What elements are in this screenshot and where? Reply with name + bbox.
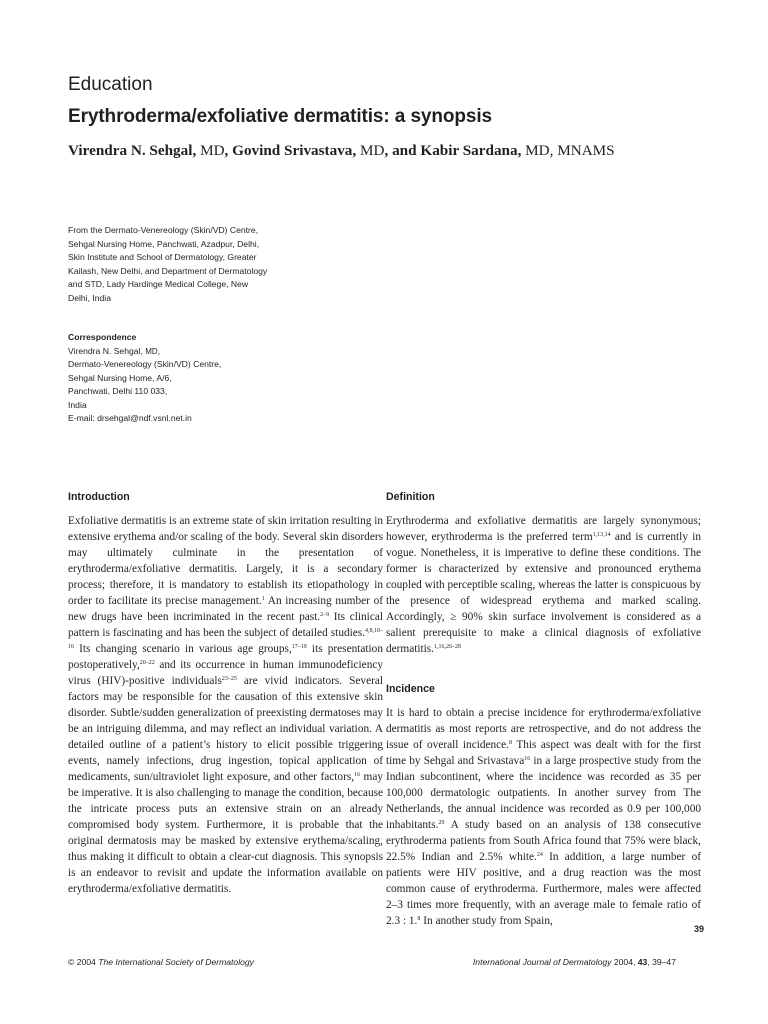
- citation-superscript: 24: [536, 852, 543, 858]
- citation-superscript: 29: [438, 820, 445, 826]
- author-degree: MD, MNAMS: [525, 142, 615, 159]
- correspondence-address-line: Panchwati, Delhi 110 033,: [68, 386, 168, 396]
- correspondence-address-line: Sehgal Nursing Home, A/6,: [68, 372, 172, 383]
- definition-heading: Definition: [386, 491, 435, 503]
- citation-superscript: 16: [354, 772, 361, 778]
- correspondence-email: E-mail: drsehgal@ndf.vsnl.net.in: [68, 413, 192, 423]
- citation-superscript: 16: [524, 756, 531, 762]
- correspondence-address-line: Dermato-Venereology (Skin/VD) Centre,: [68, 359, 222, 369]
- introduction-heading: Introduction: [68, 491, 130, 503]
- affiliation: From the Dermato-Venereology (Skin/VD) Centre, Sehgal Nursing Home, Panchwati, Azadpur, Delhi, Skin Institute and School of Dermatology, Greater Kailash, New Delhi, and Department of Dermatology and STD, Lady Hardinge Medical College, New Delhi, India: [68, 225, 268, 303]
- correspondence-name: Virendra N. Sehgal, MD,: [68, 345, 161, 356]
- citation-superscript: 1: [261, 596, 265, 602]
- incidence-paragraph: It is hard to obtain a precise incidence for erythroderma/exfoliative dermatitis as most reports are retrospective, and do not address the issue of overall incidence.$^8$ This aspect was dealt with for the first time by Sehgal and Srivastava$^{16}$ in a large prospective study from the Indian subcontinent, where the incidence was recorded as 35 per 100,000 dermatologic outpatients. In another survey from The Netherlands, the annual incidence was recorded as 0.9 per 100,000 inhabitants.$^{29}$ A study based on an analysis of 138 consecutive erythroderma patients from South Africa found that 75% were black, 22.5% Indian and 2.5% white.$^{24}$ In addition, a large number of patients were HIV positive, and a drug reaction was the most common cause of erythroderma. Furthermore, males were affected 2–3 times more frequently, with an average male to female ratio of 2.3 : 1.$^8$ In another study from Spain,: [386, 707, 701, 927]
- article-title: Erythroderma/exfoliative dermatitis: a synopsis: [68, 106, 493, 127]
- author-degree: MD: [360, 142, 385, 159]
- citation-superscript: 8: [417, 916, 421, 922]
- citation-superscript: 1,16,26–28: [434, 644, 462, 650]
- author-name: Govind Srivastava,: [232, 142, 360, 159]
- citation-superscript: 8: [509, 740, 513, 746]
- correspondence-address-line: India: [68, 399, 87, 410]
- author-list: Virendra N. Sehgal, MD, Govind Srivastava, MD, and Kabir Sardana, MD, MNAMS: [68, 142, 615, 159]
- author-degree: MD: [200, 142, 225, 159]
- citation-superscript: 20–22: [139, 660, 155, 666]
- section-label: Education: [68, 74, 153, 95]
- footer-copyright: © 2004 The International Society of Dermatology: [68, 957, 254, 967]
- correspondence-block: [68, 331, 268, 426]
- introduction-paragraph: Exfoliative dermatitis is an extreme state of skin irritation resulting in extensive erythema and/or scaling of the body. Several skin disorders may ultimately culminate in the presentation of erythroderma/exfoliative dermatitis. Largely, it is a secondary process; therefore, it is mandatory to establish its etiopathology in order to facilitate its precise management.$^1$ An increasing number of new drugs have been incriminated in the recent past.$^{2-9}$ Its clinical pattern is fascinating and has been the subject of detailed studies.$^{4,8,10-16}$ Its changing scenario in various age groups,$^{17-19}$ its presentation postoperatively,$^{20-22}$ and its occurrence in human immunodeficiency virus (HIV)-positive individuals$^{23-25}$ are vivid indicators. Several factors may be responsible for the causation of this extensive skin disorder. Subtle/sudden generalization of preexisting dermatoses may be an intriguing dilemma, and may reflect an individual variation. A detailed outline of a patient’s history to elicit possible triggering events, namely infections, drug ingestion, topical application of medicaments, sun/ultraviolet light exposure, and other factors,$^{16}$ may be imperative. It is also challenging to manage the condition, because the intricate process puts an extensive strain on an already compromised body system. Furthermore, it is probable that the original dermatosis may be masked by extensive erythema/scaling, thus making it difficult to obtain a clear-cut diagnosis. This synopsis is an endeavor to revisit and update the information available on erythroderma/exfoliative dermatitis.: [68, 515, 384, 895]
- left-column: [68, 490, 383, 897]
- right-column: [386, 490, 701, 929]
- citation-superscript: 2–9: [320, 612, 330, 618]
- correspondence-heading: Correspondence: [68, 332, 137, 342]
- citation-superscript: 4,8,10–16: [68, 628, 383, 650]
- footer-citation: International Journal of Dermatology 2004, 43, 39–47: [472, 957, 676, 967]
- citation-superscript: 23–25: [221, 676, 237, 682]
- page-number: 39: [694, 924, 705, 934]
- author-name: Virendra N. Sehgal,: [68, 142, 201, 159]
- citation-superscript: 17–19: [291, 644, 307, 650]
- incidence-heading: Incidence: [386, 683, 435, 695]
- definition-paragraph: Erythroderma and exfoliative dermatitis are largely synonymous; however, erythroderma is the preferred term$^{1,13,14}$ and is currently in vogue. Nonetheless, it is imperative to define these conditions. The former is characterized by extensive and pronounced erythema coupled with perceptible scaling, whereas the latter is conspicuous by the presence of widespread erythema and marked scaling. Accordingly, ≥ 90% skin surface involvement is considered as a salient prerequisite to make a clinical diagnosis of exfoliative dermatitis.$^{1,16,26-28}$: [386, 515, 701, 655]
- author-name: Kabir Sardana,: [420, 142, 526, 159]
- citation-superscript: 1,13,14: [592, 532, 611, 538]
